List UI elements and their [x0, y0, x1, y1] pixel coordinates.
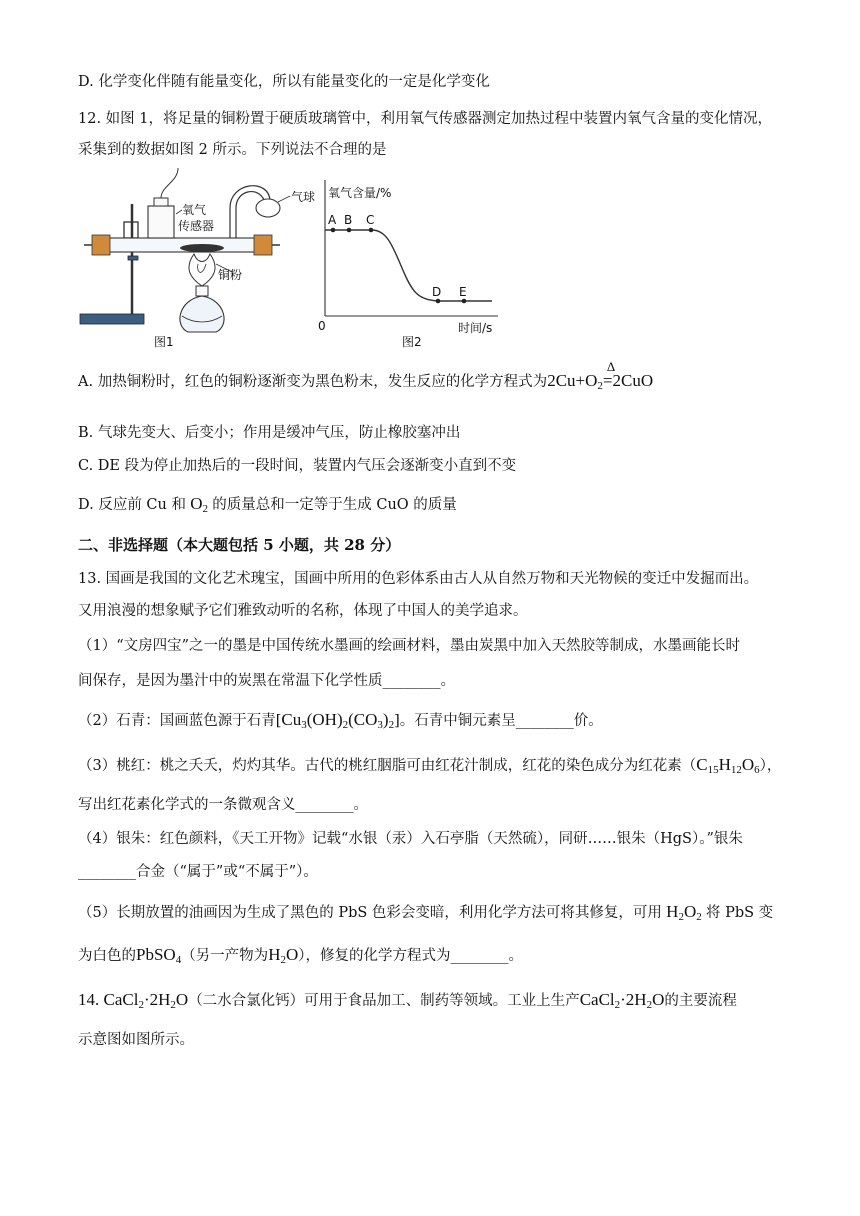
question-14-line2: 示意图如图所示。 — [78, 1032, 194, 1048]
option-a: A. 加热铜粉时，红色的铜粉逐渐变为黑色粉末，发生反应的化学方程式为$2Cu+O_2$ Δ =2CuO — [78, 359, 654, 392]
question-13-part3-line1: （3）桃红：桃之夭夭，灼灼其华。古代的桃红胭脂可由红花汁制成，红花的染色成分为红花素$(C_{15}H_{12}O_6)$， — [78, 755, 782, 776]
question-13-part3-line2: 写出红花素化学式的一条微观含义________。 — [78, 797, 368, 813]
question-13-part1-line2: 间保存，是因为墨汁中的炭黑在常温下化学性质________。 — [78, 673, 455, 689]
question-13-line1: 13. 国画是我国的文化艺术瑰宝，国画中所用的色彩体系由古人从自然万物和天光物候的变迁中发掘而出。 — [78, 571, 759, 587]
question-12-line2: 采集到的数据如图 2 所示。下列说法不合理的是 — [78, 142, 387, 158]
section-2-heading: 二、非选择题（本大题包括 5 小题，共 28 分） — [78, 536, 401, 554]
figure-1-caption: 图1 — [154, 335, 174, 349]
alcohol-lamp — [180, 296, 224, 332]
point-E — [462, 299, 467, 304]
flame — [189, 254, 215, 286]
figure-2-caption: 图2 — [402, 335, 422, 349]
origin-label: 0 — [318, 319, 326, 333]
figure-2-chart — [312, 180, 502, 352]
question-13-part1-line1: （1）“文房四宝”之一的墨是中国传统水墨画的绘画材料，墨由炭黑中加入天然胶等制成，水墨画能长时 — [78, 638, 741, 654]
point-A-label: A — [328, 213, 337, 227]
question-13-line2: 又用浪漫的想象赋予它们雅致动听的名称，体现了中国人的美学追求。 — [78, 603, 528, 619]
copper-powder — [180, 244, 224, 252]
option-d-previous: D. 化学变化伴随有能量变化，所以有能量变化的一定是化学变化 — [78, 74, 490, 90]
x-axis-label: 时间/s — [458, 321, 493, 335]
stand-base — [80, 314, 144, 324]
point-E-label: E — [459, 285, 467, 299]
question-14-line1: 14. $CaCl_2\cdot 2H_2O$（二水合氯化钙）可用于食品加工、制药等领域。工业上生产$CaCl_2\cdot 2H_2O$的主要流程 — [78, 990, 737, 1011]
sensor-cable — [161, 168, 178, 198]
point-D — [436, 299, 441, 304]
label-sensor: 传感器 — [178, 219, 215, 233]
question-13-part2: （2）石青：国画蓝色源于石青$[Cu_3(OH)_2(CO_3)_2]$。石青中铜元素呈________价。 — [78, 710, 603, 731]
label-oxygen: 氧气 — [182, 203, 207, 217]
option-c: C. DE 段为停止加热后的一段时间，装置内气压会逐渐变小直到不变 — [78, 458, 517, 474]
equation: $2Cu+O_2$ Δ =2CuO — [547, 359, 654, 392]
option-d: D. 反应前 Cu 和 $O_2$ 的质量总和一定等于生成 CuO 的质量 — [78, 494, 457, 515]
heating-condition: Δ = — [602, 359, 616, 390]
point-C-label: C — [366, 213, 375, 227]
oxygen-sensor — [148, 206, 174, 238]
question-12-line1: 12. 如图 1，将足量的铜粉置于硬质玻璃管中，利用氧气传感器测定加热过程中装置内氧气含量的变化情况， — [78, 111, 772, 127]
question-13-part4-line1: （4）银朱：红色颜料，《天工开物》记载“水银（汞）入石亭脂（天然硫），同研……银朱（HgS）。”银朱 — [78, 831, 743, 847]
figure-1-apparatus — [78, 168, 318, 353]
question-13-part4-line2: ________合金（“属于”或“不属于”）。 — [78, 864, 318, 880]
point-D-label: D — [432, 285, 442, 299]
question-13-part5-line2: 为白色的PbSO$_4$（另一产物为$H_2O$），修复的化学方程式为________。 — [78, 945, 523, 966]
question-13-part5-line1: （5）长期放置的油画因为生成了黑色的 PbS 色彩会变暗，利用化学方法可将其修复，可用 $H_2O_2$ 将 PbS 变 — [78, 902, 774, 923]
label-balloon: 气球 — [291, 190, 316, 204]
label-copper-powder: 铜粉 — [218, 268, 243, 282]
oxygen-curve — [325, 230, 492, 301]
option-b: B. 气球先变大、后变小；作用是缓冲气压，防止橡胶塞冲出 — [78, 425, 461, 441]
point-A — [331, 228, 336, 233]
point-C — [369, 228, 374, 233]
point-B — [347, 228, 352, 233]
right-stopper — [254, 235, 272, 255]
point-B-label: B — [344, 213, 353, 227]
left-stopper — [92, 235, 110, 255]
y-axis-label: 氧气含量/% — [328, 186, 392, 200]
balloon — [256, 199, 280, 217]
